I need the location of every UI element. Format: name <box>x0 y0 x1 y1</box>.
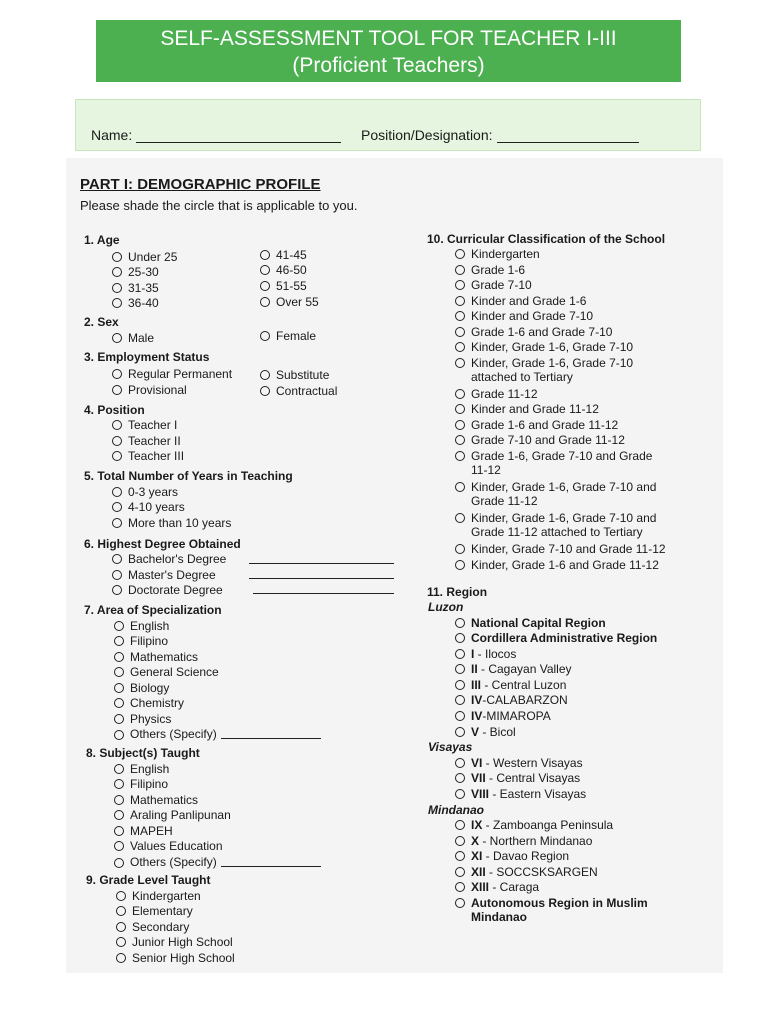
q10-option[interactable] <box>455 433 625 447</box>
q10-option[interactable] <box>455 247 540 261</box>
radio-circle-icon[interactable] <box>112 554 122 564</box>
option-label: Elementary <box>132 904 193 918</box>
radio-circle-icon[interactable] <box>455 633 465 643</box>
region-label: IX - Zamboanga Peninsula <box>471 818 614 832</box>
q10-option[interactable] <box>455 542 666 556</box>
option-label: Kinder, Grade 1-6, Grade 7-10 and Grade 11-12 <box>471 480 657 508</box>
q6-option[interactable] <box>112 583 223 597</box>
q5-option[interactable] <box>112 500 185 514</box>
option-label: Doctorate Degree <box>128 583 223 597</box>
q8-option[interactable] <box>114 824 173 838</box>
q6-option[interactable] <box>112 552 226 566</box>
q1-label: 1. Age <box>84 233 120 247</box>
q1-option[interactable] <box>260 248 307 262</box>
option-label: 41-45 <box>276 248 307 262</box>
radio-circle-icon[interactable] <box>112 333 122 343</box>
radio-circle-icon[interactable] <box>455 618 465 628</box>
option-label: Kindergarten <box>471 247 540 261</box>
q6-label: 6. Highest Degree Obtained <box>84 537 241 551</box>
q7-option[interactable] <box>114 665 219 679</box>
name-field[interactable] <box>91 127 341 143</box>
radio-circle-icon[interactable] <box>260 281 270 291</box>
radio-circle-icon[interactable] <box>455 404 465 414</box>
region-group-visayas: Visayas <box>428 740 473 754</box>
option-label: 25-30 <box>128 265 159 279</box>
q10-option[interactable] <box>455 263 525 277</box>
option-label: Kinder, Grade 7-10 and Grade 11-12 <box>471 542 666 556</box>
region-option[interactable] <box>455 771 580 785</box>
title-line-2: (Proficient Teachers) <box>292 54 485 77</box>
radio-circle-icon[interactable] <box>114 636 124 646</box>
position-line[interactable] <box>497 130 639 143</box>
q4-label: 4. Position <box>84 403 145 417</box>
option-label: Senior High School <box>132 951 235 965</box>
option-label: 36-40 <box>128 296 159 310</box>
option-label: Chemistry <box>130 696 185 710</box>
option-label: Kinder, Grade 1-6, Grade 7-10 <box>471 340 634 354</box>
name-line[interactable] <box>136 130 341 143</box>
region-option[interactable] <box>455 849 569 863</box>
radio-circle-icon[interactable] <box>455 342 465 352</box>
q4-option[interactable] <box>112 434 181 448</box>
option-label: Filipino <box>130 634 169 648</box>
option-label: 0-3 years <box>128 485 179 499</box>
q6-option[interactable] <box>112 568 216 582</box>
q7-option[interactable] <box>114 650 198 664</box>
option-label: More than 10 years <box>128 516 232 530</box>
radio-circle-icon[interactable] <box>114 810 124 820</box>
radio-circle-icon[interactable] <box>455 695 465 705</box>
region-option[interactable] <box>455 647 516 661</box>
region-label: VI - Western Visayas <box>471 756 583 770</box>
region-option[interactable] <box>455 662 572 676</box>
option-label: Araling Panlipunan <box>130 808 231 822</box>
region-option[interactable] <box>455 693 568 707</box>
option-label: Others (Specify) <box>130 855 217 869</box>
q5-option[interactable] <box>112 516 231 530</box>
option-label: 51-55 <box>276 279 307 293</box>
region-label: I - Ilocos <box>471 647 517 661</box>
radio-circle-icon[interactable] <box>116 937 126 947</box>
radio-circle-icon[interactable] <box>260 297 270 307</box>
q5-label: 5. Total Number of Years in Teaching <box>84 469 293 483</box>
q10-option[interactable] <box>455 402 599 416</box>
q1-option[interactable] <box>260 279 307 293</box>
option-label: Under 25 <box>128 250 178 264</box>
q2-option[interactable] <box>112 331 154 345</box>
radio-circle-icon[interactable] <box>112 518 122 528</box>
radio-circle-icon[interactable] <box>455 649 465 659</box>
radio-circle-icon[interactable] <box>455 789 465 799</box>
radio-circle-icon[interactable] <box>260 370 270 380</box>
option-label: Over 55 <box>276 295 319 309</box>
radio-circle-icon[interactable] <box>455 680 465 690</box>
region-option[interactable] <box>455 616 606 630</box>
q8-option[interactable] <box>114 855 321 870</box>
radio-circle-icon[interactable] <box>114 667 124 677</box>
q4-option[interactable] <box>112 449 184 463</box>
radio-circle-icon[interactable] <box>455 358 465 368</box>
radio-circle-icon[interactable] <box>114 621 124 631</box>
radio-circle-icon[interactable] <box>114 826 124 836</box>
region-option[interactable] <box>455 709 551 723</box>
option-label: Others (Specify) <box>130 727 217 741</box>
option-label: Male <box>128 331 155 345</box>
region-group-mindanao: Mindanao <box>428 803 484 817</box>
radio-circle-icon[interactable] <box>112 369 122 379</box>
degree-specify-line[interactable] <box>249 578 394 579</box>
radio-circle-icon[interactable] <box>455 435 465 445</box>
region-label: XII - SOCCSKSARGEN <box>471 865 598 879</box>
q8-label: 8. Subject(s) Taught <box>86 746 200 760</box>
q1-option[interactable] <box>260 295 319 309</box>
option-label: Grade 7-10 and Grade 11-12 <box>471 433 625 447</box>
region-label: XIII - Caraga <box>471 880 540 894</box>
q9-option[interactable] <box>116 951 235 965</box>
region-option[interactable] <box>455 756 583 770</box>
radio-circle-icon[interactable] <box>112 570 122 580</box>
degree-specify-line[interactable] <box>249 563 394 564</box>
q3-option[interactable] <box>112 383 187 397</box>
region-option[interactable] <box>455 865 598 879</box>
radio-circle-icon[interactable] <box>455 882 465 892</box>
region-group-luzon: Luzon <box>428 600 464 614</box>
q10-option[interactable] <box>455 278 532 292</box>
radio-circle-icon[interactable] <box>455 758 465 768</box>
specify-line[interactable] <box>221 855 321 867</box>
option-label: Grade 1-6 <box>471 263 526 277</box>
radio-circle-icon[interactable] <box>455 389 465 399</box>
q10-option[interactable] <box>455 387 538 401</box>
q10-option[interactable] <box>455 340 633 354</box>
region-label: IV-CALABARZON <box>471 693 568 707</box>
radio-circle-icon[interactable] <box>114 858 124 868</box>
q1-option[interactable] <box>260 263 307 277</box>
option-label: Master's Degree <box>128 568 216 582</box>
region-label: Cordillera Administrative Region <box>471 631 658 645</box>
q10-option[interactable] <box>455 294 586 308</box>
radio-circle-icon[interactable] <box>116 953 126 963</box>
q3-label: 3. Employment Status <box>84 350 210 364</box>
option-label: Bachelor's Degree <box>128 552 227 566</box>
option-label: 4-10 years <box>128 500 185 514</box>
q7-option[interactable] <box>114 712 171 726</box>
region-label: National Capital Region <box>471 616 606 630</box>
region-option[interactable] <box>455 818 613 832</box>
radio-circle-icon[interactable] <box>112 298 122 308</box>
q4-option[interactable] <box>112 418 177 432</box>
option-label: Grade 1-6 and Grade 7-10 <box>471 325 613 339</box>
option-label: General Science <box>130 665 219 679</box>
degree-specify-line[interactable] <box>253 593 394 594</box>
q1-option[interactable] <box>112 265 159 279</box>
option-label: Kinder and Grade 7-10 <box>471 309 594 323</box>
part-heading: PART I: DEMOGRAPHIC PROFILE <box>80 176 321 193</box>
radio-circle-icon[interactable] <box>455 851 465 861</box>
region-option[interactable] <box>455 725 516 739</box>
q10-option[interactable] <box>455 511 656 539</box>
option-label: 31-35 <box>128 281 159 295</box>
region-label: VII - Central Visayas <box>471 771 581 785</box>
option-label: Grade 1-6 and Grade 11-12 <box>471 418 619 432</box>
q1-option[interactable] <box>112 250 177 264</box>
option-label: Junior High School <box>132 935 233 949</box>
q9-option[interactable] <box>116 904 193 918</box>
radio-circle-icon[interactable] <box>455 249 465 259</box>
q10-option[interactable] <box>455 480 656 508</box>
radio-circle-icon[interactable] <box>455 711 465 721</box>
radio-circle-icon[interactable] <box>455 311 465 321</box>
option-label: Contractual <box>276 384 338 398</box>
option-label: Kinder, Grade 1-6, Grade 7-10 and Grade 11-12 attached to Tertiary <box>471 511 657 539</box>
radio-circle-icon[interactable] <box>114 730 124 740</box>
option-label: Kindergarten <box>132 889 201 903</box>
radio-circle-icon[interactable] <box>455 280 465 290</box>
radio-circle-icon[interactable] <box>455 727 465 737</box>
radio-circle-icon[interactable] <box>455 898 465 908</box>
region-option[interactable] <box>455 678 566 692</box>
q7-label: 7. Area of Specialization <box>84 603 222 617</box>
region-label: VIII - Eastern Visayas <box>471 787 587 801</box>
q9-option[interactable] <box>116 889 201 903</box>
radio-circle-icon[interactable] <box>116 891 126 901</box>
q9-option[interactable] <box>116 920 189 934</box>
region-option[interactable] <box>455 896 648 924</box>
option-label: English <box>130 619 170 633</box>
position-field[interactable] <box>361 127 639 143</box>
q8-option[interactable] <box>114 839 223 853</box>
option-label: Female <box>276 329 317 343</box>
radio-circle-icon[interactable] <box>455 836 465 846</box>
option-label: Grade 11-12 <box>471 387 538 401</box>
radio-circle-icon[interactable] <box>455 544 465 554</box>
q10-option[interactable] <box>455 309 593 323</box>
q8-option[interactable] <box>114 793 198 807</box>
specify-line[interactable] <box>221 727 321 739</box>
q10-option[interactable] <box>455 418 618 432</box>
radio-circle-icon[interactable] <box>114 698 124 708</box>
option-label: Teacher III <box>128 449 185 463</box>
q7-option[interactable] <box>114 727 321 742</box>
radio-circle-icon[interactable] <box>455 451 465 461</box>
radio-circle-icon[interactable] <box>455 560 465 570</box>
option-label: Biology <box>130 681 170 695</box>
region-label: X - Northern Mindanao <box>471 834 593 848</box>
q9-label: 9. Grade Level Taught <box>86 873 211 887</box>
region-option[interactable] <box>455 631 657 645</box>
name-bar <box>75 99 701 151</box>
q1-option[interactable] <box>112 281 159 295</box>
radio-circle-icon[interactable] <box>112 283 122 293</box>
radio-circle-icon[interactable] <box>455 867 465 877</box>
radio-circle-icon[interactable] <box>260 331 270 341</box>
q7-option[interactable] <box>114 681 169 695</box>
radio-circle-icon[interactable] <box>112 451 122 461</box>
region-label: II - Cagayan Valley <box>471 662 572 676</box>
option-label: Provisional <box>128 383 187 397</box>
radio-circle-icon[interactable] <box>260 386 270 396</box>
radio-circle-icon[interactable] <box>112 252 122 262</box>
option-label: Mathematics <box>130 650 199 664</box>
q7-option[interactable] <box>114 696 184 710</box>
option-label: English <box>130 762 170 776</box>
q11-label: 11. Region <box>427 585 488 599</box>
region-option[interactable] <box>455 880 539 894</box>
region-option[interactable] <box>455 787 586 801</box>
radio-circle-icon[interactable] <box>455 513 465 523</box>
q5-option[interactable] <box>112 485 178 499</box>
q8-option[interactable] <box>114 808 231 822</box>
position-label: Position/Designation: <box>361 127 493 143</box>
radio-circle-icon[interactable] <box>112 420 122 430</box>
region-label: IV-MIMAROPA <box>471 709 551 723</box>
radio-circle-icon[interactable] <box>455 820 465 830</box>
q10-option[interactable] <box>455 356 633 384</box>
q8-option[interactable] <box>114 762 169 776</box>
q3-option[interactable] <box>260 384 337 398</box>
title-banner <box>96 20 681 82</box>
option-label: Grade 7-10 <box>471 278 532 292</box>
option-label: Teacher II <box>128 434 181 448</box>
q2-label: 2. Sex <box>84 315 119 329</box>
q10-option[interactable] <box>455 325 612 339</box>
radio-circle-icon[interactable] <box>455 664 465 674</box>
radio-circle-icon[interactable] <box>114 841 124 851</box>
radio-circle-icon[interactable] <box>114 764 124 774</box>
region-option[interactable] <box>455 834 592 848</box>
option-label: Kinder and Grade 11-12 <box>471 402 599 416</box>
radio-circle-icon[interactable] <box>260 265 270 275</box>
radio-circle-icon[interactable] <box>114 795 124 805</box>
radio-circle-icon[interactable] <box>260 250 270 260</box>
option-label: Teacher I <box>128 418 178 432</box>
radio-circle-icon[interactable] <box>114 683 124 693</box>
q8-option[interactable] <box>114 777 168 791</box>
radio-circle-icon[interactable] <box>116 906 126 916</box>
q10-option[interactable] <box>455 449 652 477</box>
option-label: Secondary <box>132 920 190 934</box>
region-label: V - Bicol <box>471 725 516 739</box>
q10-label: 10. Curricular Classification of the School <box>427 232 666 246</box>
title-line-1: SELF-ASSESSMENT TOOL FOR TEACHER I-III <box>160 27 617 50</box>
region-label: XI - Davao Region <box>471 849 570 863</box>
q10-option[interactable] <box>455 558 659 572</box>
radio-circle-icon[interactable] <box>455 420 465 430</box>
q7-option[interactable] <box>114 619 169 633</box>
q1-option[interactable] <box>112 296 159 310</box>
instruction-text: Please shade the circle that is applicable to you. <box>80 198 358 213</box>
option-label: Kinder, Grade 1-6, Grade 7-10 attached to Tertiary <box>471 356 634 384</box>
radio-circle-icon[interactable] <box>455 296 465 306</box>
radio-circle-icon[interactable] <box>455 482 465 492</box>
option-label: Kinder, Grade 1-6 and Grade 11-12 <box>471 558 659 572</box>
option-label: Regular Permanent <box>128 367 233 381</box>
option-label: Values Education <box>130 839 223 853</box>
q2-option[interactable] <box>260 329 316 343</box>
option-label: Mathematics <box>130 793 199 807</box>
radio-circle-icon[interactable] <box>455 327 465 337</box>
radio-circle-icon[interactable] <box>112 585 122 595</box>
region-label: Autonomous Region in Muslim Mindanao <box>471 896 648 924</box>
radio-circle-icon[interactable] <box>112 436 122 446</box>
region-label: III - Central Luzon <box>471 678 567 692</box>
option-label: Kinder and Grade 1-6 <box>471 294 587 308</box>
radio-circle-icon[interactable] <box>112 267 122 277</box>
radio-circle-icon[interactable] <box>112 487 122 497</box>
radio-circle-icon[interactable] <box>114 779 124 789</box>
option-label: Filipino <box>130 777 169 791</box>
option-label: MAPEH <box>130 824 173 838</box>
q3-option[interactable] <box>260 368 329 382</box>
q9-option[interactable] <box>116 935 233 949</box>
q3-option[interactable] <box>112 367 232 381</box>
option-label: Physics <box>130 712 172 726</box>
radio-circle-icon[interactable] <box>116 922 126 932</box>
radio-circle-icon[interactable] <box>114 714 124 724</box>
q7-option[interactable] <box>114 634 168 648</box>
radio-circle-icon[interactable] <box>112 502 122 512</box>
radio-circle-icon[interactable] <box>455 773 465 783</box>
radio-circle-icon[interactable] <box>455 265 465 275</box>
radio-circle-icon[interactable] <box>114 652 124 662</box>
option-label: Grade 1-6, Grade 7-10 and Grade 11-12 <box>471 449 653 477</box>
option-label: Substitute <box>276 368 330 382</box>
name-label: Name: <box>91 127 133 143</box>
option-label: 46-50 <box>276 263 307 277</box>
radio-circle-icon[interactable] <box>112 385 122 395</box>
